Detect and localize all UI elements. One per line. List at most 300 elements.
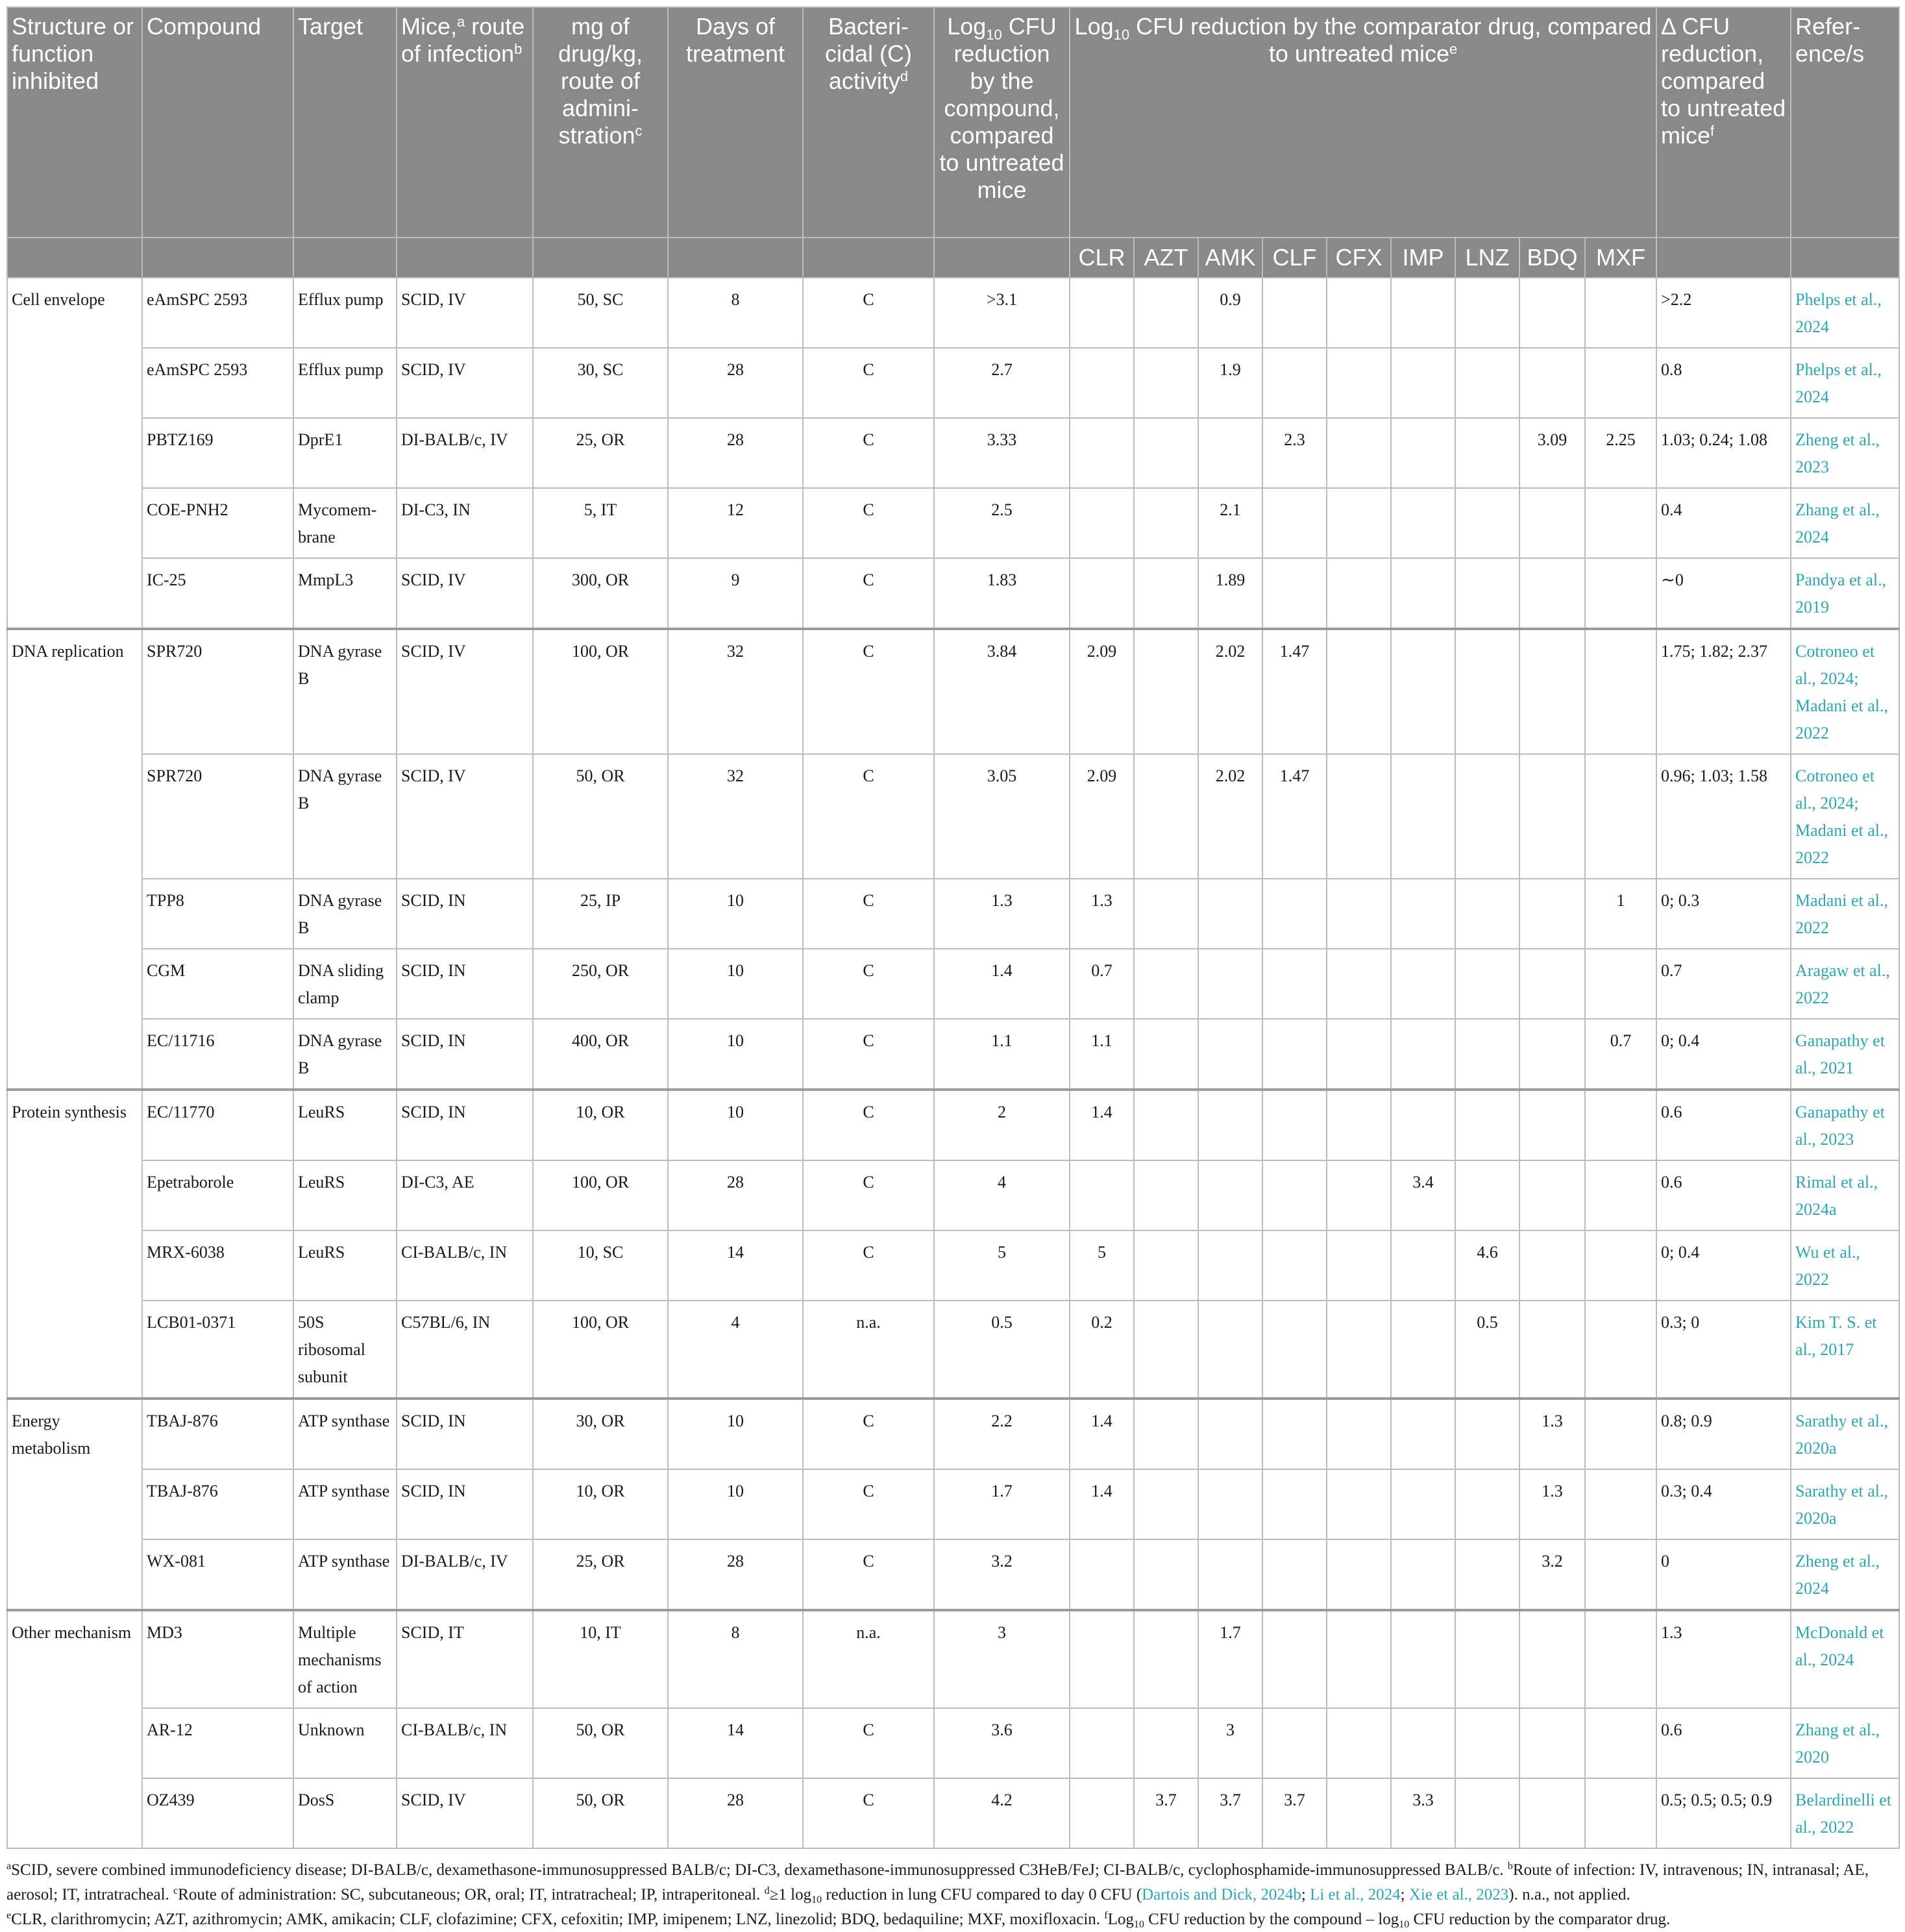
table-row [7, 1610, 1899, 1708]
comparator-bdq-cell [1519, 348, 1585, 418]
target-cell: Efflux pump [293, 278, 397, 348]
mice-route-cell: DI-C3, AE [397, 1160, 533, 1230]
comparator-amk-cell [1198, 949, 1262, 1019]
col-header-log-label: Log [947, 13, 987, 40]
citation-link-dartois[interactable]: Dartois and Dick, 2024b [1142, 1886, 1301, 1903]
comparator-bdq-cell [1519, 1090, 1585, 1160]
bactericidal-cell: C [803, 1708, 934, 1778]
comparator-clf-cell [1262, 348, 1327, 418]
delta-cfu-cell: 1.03; 0.24; 1.08 [1656, 418, 1791, 488]
comparator-bdq-cell: 1.3 [1519, 1399, 1585, 1469]
delta-cfu-cell: 0.6 [1656, 1090, 1791, 1160]
compound-cell: eAmSPC 2593 [142, 348, 293, 418]
days-cell: 14 [668, 1708, 803, 1778]
col-header-target-label: Target [298, 13, 363, 40]
comparator-amk-cell: 2.1 [1198, 488, 1262, 558]
comparator-cfx-cell [1327, 1778, 1391, 1848]
dose-route-cell: 400, OR [533, 1019, 668, 1090]
comparator-clr-cell: 1.3 [1070, 879, 1134, 949]
comparator-imp-cell [1391, 1019, 1455, 1090]
reference-link[interactable]: Kim T. S. et al., 2017 [1791, 1301, 1899, 1399]
reference-link[interactable]: Sarathy et al., 2020a [1791, 1469, 1899, 1539]
comparator-clf-cell [1262, 949, 1327, 1019]
col-header-target [293, 7, 397, 238]
footnote-e: CLR, clarithromycin; AZT, azithromycin; AMK, amikacin; CLF, clofazimine; CFX, cefoxitin; IMP, imipenem; LNZ, linezolid; BDQ, bedaquiline; MXF, moxifloxacin. [11, 1911, 1105, 1928]
comparator-lnz-cell [1455, 1610, 1519, 1708]
log-reduction-cell: 2 [934, 1090, 1070, 1160]
days-cell: 32 [668, 629, 803, 754]
comparator-azt-cell [1134, 1539, 1198, 1610]
bactericidal-cell: C [803, 1019, 934, 1090]
bactericidal-cell: C [803, 558, 934, 629]
bactericidal-cell: C [803, 418, 934, 488]
comparator-clf-cell [1262, 879, 1327, 949]
reference-link[interactable]: McDonald et al., 2024 [1791, 1610, 1899, 1708]
delta-cfu-cell: 0.4 [1656, 488, 1791, 558]
comparator-clf-cell: 1.47 [1262, 629, 1327, 754]
footnote-a-marker: a [6, 1861, 12, 1872]
delta-cfu-cell: 0.7 [1656, 949, 1791, 1019]
delta-cfu-cell: 1.75; 1.82; 2.37 [1656, 629, 1791, 754]
mice-route-cell: SCID, IN [397, 1090, 533, 1160]
col-header-bactericidal-label: Bacteri-cidal (C) activity [824, 13, 912, 94]
comparator-clr-cell: 2.09 [1070, 754, 1134, 879]
reference-link[interactable]: Rimal et al., 2024a [1791, 1160, 1899, 1230]
comparator-clf-cell [1262, 1399, 1327, 1469]
compound-cell: OZ439 [142, 1778, 293, 1848]
comparator-clr-cell: 1.4 [1070, 1399, 1134, 1469]
compound-cell: TPP8 [142, 879, 293, 949]
days-cell: 10 [668, 1090, 803, 1160]
group-label: Energy metabolism [7, 1399, 142, 1610]
mice-route-cell: DI-BALB/c, IV [397, 1539, 533, 1610]
comparator-clf-cell [1262, 1469, 1327, 1539]
mice-route-cell: CI-BALB/c, IN [397, 1708, 533, 1778]
footnote-paragraph-1 [6, 1858, 1899, 1907]
mice-route-cell: DI-C3, IN [397, 488, 533, 558]
comparator-azt-cell [1134, 1090, 1198, 1160]
table-row [7, 1301, 1899, 1399]
comparator-azt-cell [1134, 1469, 1198, 1539]
col-header-mice [397, 7, 533, 238]
days-cell: 4 [668, 1301, 803, 1399]
comparator-mxf-cell [1585, 629, 1656, 754]
dose-route-cell: 30, SC [533, 348, 668, 418]
comparator-amk-cell [1198, 1469, 1262, 1539]
comparator-bdq-cell [1519, 1230, 1585, 1301]
comparator-imp-cell: 3.3 [1391, 1778, 1455, 1848]
col-header-comparator [1070, 7, 1656, 238]
days-cell: 8 [668, 278, 803, 348]
reference-link[interactable]: Ganapathy et al., 2023 [1791, 1090, 1899, 1160]
comparator-mxf-cell [1585, 1708, 1656, 1778]
delta-cfu-cell: 0.6 [1656, 1160, 1791, 1230]
comparator-mxf-cell [1585, 1160, 1656, 1230]
col-header-log-label-rest: CFU reduction by the compound, compared to untreated mice [939, 13, 1064, 203]
reference-link[interactable]: Belardinelli et al., 2022 [1791, 1778, 1899, 1848]
dose-route-cell: 25, OR [533, 418, 668, 488]
comparator-bdq-cell [1519, 629, 1585, 754]
col-header-mice-route-label: route of infection [401, 13, 525, 67]
comparator-cfx-cell [1327, 1610, 1391, 1708]
days-cell: 28 [668, 1539, 803, 1610]
footnote-d: ≥1 log [769, 1886, 812, 1903]
dose-route-cell: 25, IP [533, 879, 668, 949]
compound-cell: LCB01-0371 [142, 1301, 293, 1399]
comparator-clr-cell: 2.09 [1070, 629, 1134, 754]
table-row [7, 1019, 1899, 1090]
days-cell: 12 [668, 488, 803, 558]
delta-cfu-cell: 0.3; 0 [1656, 1301, 1791, 1399]
comparator-amk-cell [1198, 418, 1262, 488]
comparator-mxf-cell [1585, 348, 1656, 418]
comparator-mxf-cell [1585, 1230, 1656, 1301]
comparator-imp-cell [1391, 488, 1455, 558]
table-row [7, 1778, 1899, 1848]
comparator-imp-cell [1391, 949, 1455, 1019]
empty-header-cell [803, 238, 934, 278]
bactericidal-cell: C [803, 1539, 934, 1610]
dose-route-cell: 10, SC [533, 1230, 668, 1301]
comparator-amk-cell [1198, 1019, 1262, 1090]
comparator-clr-cell [1070, 348, 1134, 418]
comparator-bdq-cell [1519, 1610, 1585, 1708]
table-body [7, 278, 1899, 1848]
delta-cfu-cell: 0 [1656, 1539, 1791, 1610]
group-label: Other mechanism [7, 1610, 142, 1848]
log-reduction-cell: 1.7 [934, 1469, 1070, 1539]
bactericidal-cell: n.a. [803, 1610, 934, 1708]
reference-link[interactable]: Zheng et al., 2023 [1791, 418, 1899, 488]
drug-header-row [7, 238, 1899, 278]
col-header-structure [7, 7, 142, 238]
page [6, 6, 1899, 1932]
comparator-azt-cell [1134, 348, 1198, 418]
delta-cfu-cell: 1.3 [1656, 1610, 1791, 1708]
reference-link[interactable]: Wu et al., 2022 [1791, 1230, 1899, 1301]
comparator-lnz-cell: 4.6 [1455, 1230, 1519, 1301]
footnote-b-marker: b [1507, 1861, 1513, 1872]
table-row [7, 1090, 1899, 1160]
compound-cell: TBAJ-876 [142, 1399, 293, 1469]
compound-cell: SPR720 [142, 629, 293, 754]
dose-route-cell: 100, OR [533, 1301, 668, 1399]
comparator-cfx-cell [1327, 1399, 1391, 1469]
mice-route-cell: SCID, IN [397, 949, 533, 1019]
comparator-cfx-cell [1327, 1708, 1391, 1778]
bactericidal-cell: C [803, 754, 934, 879]
comparator-mxf-cell [1585, 1301, 1656, 1399]
mice-route-cell: SCID, IV [397, 558, 533, 629]
comparator-azt-cell [1134, 754, 1198, 879]
comparator-cfx-cell [1327, 1230, 1391, 1301]
comparator-lnz-cell [1455, 879, 1519, 949]
reference-link[interactable]: Cotroneo et al., 2024; Madani et al., 2022 [1791, 629, 1899, 754]
comparator-imp-cell [1391, 1539, 1455, 1610]
bactericidal-cell: C [803, 949, 934, 1019]
mice-route-cell: SCID, IV [397, 348, 533, 418]
comparator-clf-cell: 3.7 [1262, 1778, 1327, 1848]
bactericidal-cell: C [803, 1778, 934, 1848]
compound-cell: WX-081 [142, 1539, 293, 1610]
mice-route-cell: SCID, IV [397, 629, 533, 754]
table-row [7, 879, 1899, 949]
mice-route-cell: SCID, IN [397, 879, 533, 949]
target-cell: DNA sliding clamp [293, 949, 397, 1019]
target-cell: Multiple mechanisms of action [293, 1610, 397, 1708]
target-cell: Efflux pump [293, 348, 397, 418]
empty-header-cell [7, 238, 142, 278]
mice-route-cell: SCID, IN [397, 1399, 533, 1469]
compound-cell: MRX-6038 [142, 1230, 293, 1301]
footnote-b: Route of infection: IV, intravenous; IN, intranasal; AE, aerosol; IT, intratracheal. [6, 1861, 1869, 1903]
data-table [6, 6, 1900, 1849]
comparator-clr-cell [1070, 488, 1134, 558]
comparator-clf-cell [1262, 1090, 1327, 1160]
reference-link[interactable]: Cotroneo et al., 2024; Madani et al., 2022 [1791, 754, 1899, 879]
bactericidal-cell: C [803, 879, 934, 949]
table-header [7, 7, 1899, 278]
bactericidal-cell: n.a. [803, 1301, 934, 1399]
group-label: DNA replication [7, 629, 142, 1090]
compound-cell: SPR720 [142, 754, 293, 879]
footnote-a: SCID, severe combined immunodeficiency disease; DI-BALB/c, dexamethasone-immunosuppressed BALB/c; DI-C3, dexamethasone-immunosuppressed C3HeB/FeJ; CI-BALB/c, cyclophosphamide-immunosuppressed BALB/c. [11, 1861, 1508, 1879]
col-header-days [668, 7, 803, 238]
comparator-log-subscript: 10 [1113, 27, 1130, 43]
reference-link[interactable]: Zheng et al., 2024 [1791, 1539, 1899, 1610]
compound-cell: CGM [142, 949, 293, 1019]
comparator-cfx-cell [1327, 1019, 1391, 1090]
comparator-lnz-cell [1455, 1160, 1519, 1230]
log-reduction-cell: 3.6 [934, 1708, 1070, 1778]
drug-header-clr: CLR [1070, 238, 1134, 278]
header-row [7, 7, 1899, 238]
comparator-clr-cell: 0.7 [1070, 949, 1134, 1019]
comparator-amk-cell [1198, 1090, 1262, 1160]
comparator-imp-cell [1391, 1469, 1455, 1539]
empty-header-cell [293, 238, 397, 278]
comparator-bdq-cell [1519, 949, 1585, 1019]
comparator-azt-cell [1134, 418, 1198, 488]
comparator-clr-cell [1070, 1160, 1134, 1230]
empty-header-cell [668, 238, 803, 278]
compound-cell: AR-12 [142, 1708, 293, 1778]
log-reduction-cell: 0.5 [934, 1301, 1070, 1399]
comparator-cfx-cell [1327, 629, 1391, 754]
comparator-clf-cell [1262, 1230, 1327, 1301]
footnote-d-text: reduction in lung CFU compared to day 0 CFU ( [822, 1886, 1142, 1903]
comparator-amk-cell: 2.02 [1198, 754, 1262, 879]
comparator-mxf-cell: 0.7 [1585, 1019, 1656, 1090]
comparator-mxf-cell [1585, 1539, 1656, 1610]
reference-link[interactable]: Aragaw et al., 2022 [1791, 949, 1899, 1019]
comparator-cfx-cell [1327, 558, 1391, 629]
drug-header-azt: AZT [1134, 238, 1198, 278]
comparator-imp-cell [1391, 1708, 1455, 1778]
comparator-cfx-cell [1327, 1539, 1391, 1610]
reference-link[interactable]: Pandya et al., 2019 [1791, 558, 1899, 629]
mice-route-cell: SCID, IN [397, 1469, 533, 1539]
reference-link[interactable]: Ganapathy et al., 2021 [1791, 1019, 1899, 1090]
comparator-amk-cell [1198, 1160, 1262, 1230]
dose-route-cell: 50, OR [533, 1708, 668, 1778]
comparator-lnz-cell [1455, 1399, 1519, 1469]
comparator-bdq-cell: 1.3 [1519, 1469, 1585, 1539]
comparator-amk-cell: 2.02 [1198, 629, 1262, 754]
comparator-clr-cell [1070, 1539, 1134, 1610]
comparator-cfx-cell [1327, 879, 1391, 949]
drug-header-lnz: LNZ [1455, 238, 1519, 278]
comparator-mxf-cell [1585, 1778, 1656, 1848]
target-cell: ATP synthase [293, 1469, 397, 1539]
footnote-f: Log [1107, 1911, 1134, 1928]
target-cell: LeuRS [293, 1230, 397, 1301]
log-reduction-cell: 3.84 [934, 629, 1070, 754]
comparator-cfx-cell [1327, 1469, 1391, 1539]
comparator-mxf-cell [1585, 949, 1656, 1019]
comparator-lnz-cell [1455, 949, 1519, 1019]
footnotes [6, 1858, 1899, 1932]
comparator-azt-cell [1134, 1019, 1198, 1090]
comparator-clf-cell: 1.47 [1262, 754, 1327, 879]
drug-header-imp: IMP [1391, 238, 1455, 278]
mice-route-cell: DI-BALB/c, IV [397, 418, 533, 488]
comparator-clf-cell: 2.3 [1262, 418, 1327, 488]
reference-link[interactable]: Phelps et al., 2024 [1791, 348, 1899, 418]
table-row [7, 949, 1899, 1019]
delta-cfu-cell: 0.6 [1656, 1708, 1791, 1778]
log-reduction-cell: >3.1 [934, 278, 1070, 348]
comparator-amk-cell: 3 [1198, 1708, 1262, 1778]
comparator-amk-cell [1198, 1539, 1262, 1610]
reference-link[interactable]: Zhang et al., 2020 [1791, 1708, 1899, 1778]
bactericidal-cell: C [803, 629, 934, 754]
comparator-clf-cell [1262, 1019, 1327, 1090]
days-cell: 9 [668, 558, 803, 629]
comparator-clf-cell [1262, 1708, 1327, 1778]
bactericidal-cell: C [803, 1160, 934, 1230]
comparator-imp-cell [1391, 1230, 1455, 1301]
comparator-imp-cell [1391, 418, 1455, 488]
citation-link-li[interactable]: Li et al., 2024 [1310, 1886, 1401, 1903]
dose-route-cell: 10, OR [533, 1469, 668, 1539]
comparator-lnz-cell [1455, 1090, 1519, 1160]
target-cell: ATP synthase [293, 1399, 397, 1469]
comparator-cfx-cell [1327, 348, 1391, 418]
comparator-bdq-cell: 3.2 [1519, 1539, 1585, 1610]
mice-route-cell: SCID, IN [397, 1019, 533, 1090]
comparator-mxf-cell [1585, 278, 1656, 348]
reference-link[interactable]: Madani et al., 2022 [1791, 879, 1899, 949]
target-cell: DosS [293, 1778, 397, 1848]
delta-cfu-cell: 0; 0.3 [1656, 879, 1791, 949]
target-cell: MmpL3 [293, 558, 397, 629]
compound-cell: IC-25 [142, 558, 293, 629]
bactericidal-cell: C [803, 1469, 934, 1539]
target-cell: DNA gyrase B [293, 629, 397, 754]
reference-link[interactable]: Phelps et al., 2024 [1791, 278, 1899, 348]
mice-route-cell: C57BL/6, IN [397, 1301, 533, 1399]
mice-route-cell: SCID, IT [397, 1610, 533, 1708]
comparator-lnz-cell [1455, 754, 1519, 879]
reference-link[interactable]: Sarathy et al., 2020a [1791, 1399, 1899, 1469]
log-reduction-cell: 3 [934, 1610, 1070, 1708]
comparator-mxf-cell [1585, 1399, 1656, 1469]
delta-cfu-cell: ∼0 [1656, 558, 1791, 629]
comparator-amk-cell [1198, 1399, 1262, 1469]
compound-cell: PBTZ169 [142, 418, 293, 488]
comparator-imp-cell [1391, 754, 1455, 879]
citation-link-xie[interactable]: Xie et al., 2023 [1408, 1886, 1509, 1903]
comparator-lnz-cell [1455, 348, 1519, 418]
comparator-amk-cell [1198, 879, 1262, 949]
days-cell: 32 [668, 754, 803, 879]
target-cell: DNA gyrase B [293, 879, 397, 949]
footnote-d-separator: ; [1400, 1886, 1409, 1903]
table-row [7, 348, 1899, 418]
comparator-imp-cell [1391, 1610, 1455, 1708]
comparator-clf-cell [1262, 558, 1327, 629]
drug-header-amk: AMK [1198, 238, 1262, 278]
comparator-lnz-cell [1455, 558, 1519, 629]
comparator-azt-cell [1134, 558, 1198, 629]
target-cell: DNA gyrase B [293, 1019, 397, 1090]
comparator-amk-cell: 1.9 [1198, 348, 1262, 418]
table-row [7, 1539, 1899, 1610]
days-cell: 10 [668, 1469, 803, 1539]
comparator-imp-cell [1391, 879, 1455, 949]
comparator-azt-cell [1134, 629, 1198, 754]
footnote-marker-d: d [900, 68, 909, 84]
footnote-d-marker: d [764, 1885, 770, 1896]
col-header-bactericidal [803, 7, 934, 238]
comparator-clr-cell: 1.4 [1070, 1090, 1134, 1160]
log-reduction-cell: 4 [934, 1160, 1070, 1230]
comparator-bdq-cell [1519, 1708, 1585, 1778]
comparator-azt-cell [1134, 1399, 1198, 1469]
target-cell: 50S ribosomal subunit [293, 1301, 397, 1399]
comparator-lnz-cell [1455, 1469, 1519, 1539]
comparator-cfx-cell [1327, 488, 1391, 558]
comparator-bdq-cell [1519, 278, 1585, 348]
comparator-imp-cell: 3.4 [1391, 1160, 1455, 1230]
comparator-mxf-cell [1585, 754, 1656, 879]
table-row [7, 754, 1899, 879]
delta-cfu-cell: 0; 0.4 [1656, 1019, 1791, 1090]
col-header-dose-label: mg of drug/kg, route of admini-stration [558, 13, 643, 149]
compound-cell: TBAJ-876 [142, 1469, 293, 1539]
comparator-amk-cell: 1.7 [1198, 1610, 1262, 1708]
comparator-bdq-cell [1519, 879, 1585, 949]
reference-link[interactable]: Zhang et al., 2024 [1791, 488, 1899, 558]
comparator-cfx-cell [1327, 278, 1391, 348]
footnote-d-subscript: 10 [811, 1894, 822, 1905]
comparator-clr-cell [1070, 558, 1134, 629]
delta-cfu-cell: >2.2 [1656, 278, 1791, 348]
comparator-lnz-cell [1455, 1778, 1519, 1848]
table-row [7, 558, 1899, 629]
delta-cfu-cell: 0.8; 0.9 [1656, 1399, 1791, 1469]
bactericidal-cell: C [803, 278, 934, 348]
comparator-lnz-cell: 0.5 [1455, 1301, 1519, 1399]
comparator-clr-cell: 0.2 [1070, 1301, 1134, 1399]
log-reduction-cell: 1.3 [934, 879, 1070, 949]
dose-route-cell: 250, OR [533, 949, 668, 1019]
comparator-clf-cell [1262, 278, 1327, 348]
days-cell: 10 [668, 879, 803, 949]
col-header-comparator-label: Log [1074, 13, 1114, 40]
comparator-imp-cell [1391, 629, 1455, 754]
